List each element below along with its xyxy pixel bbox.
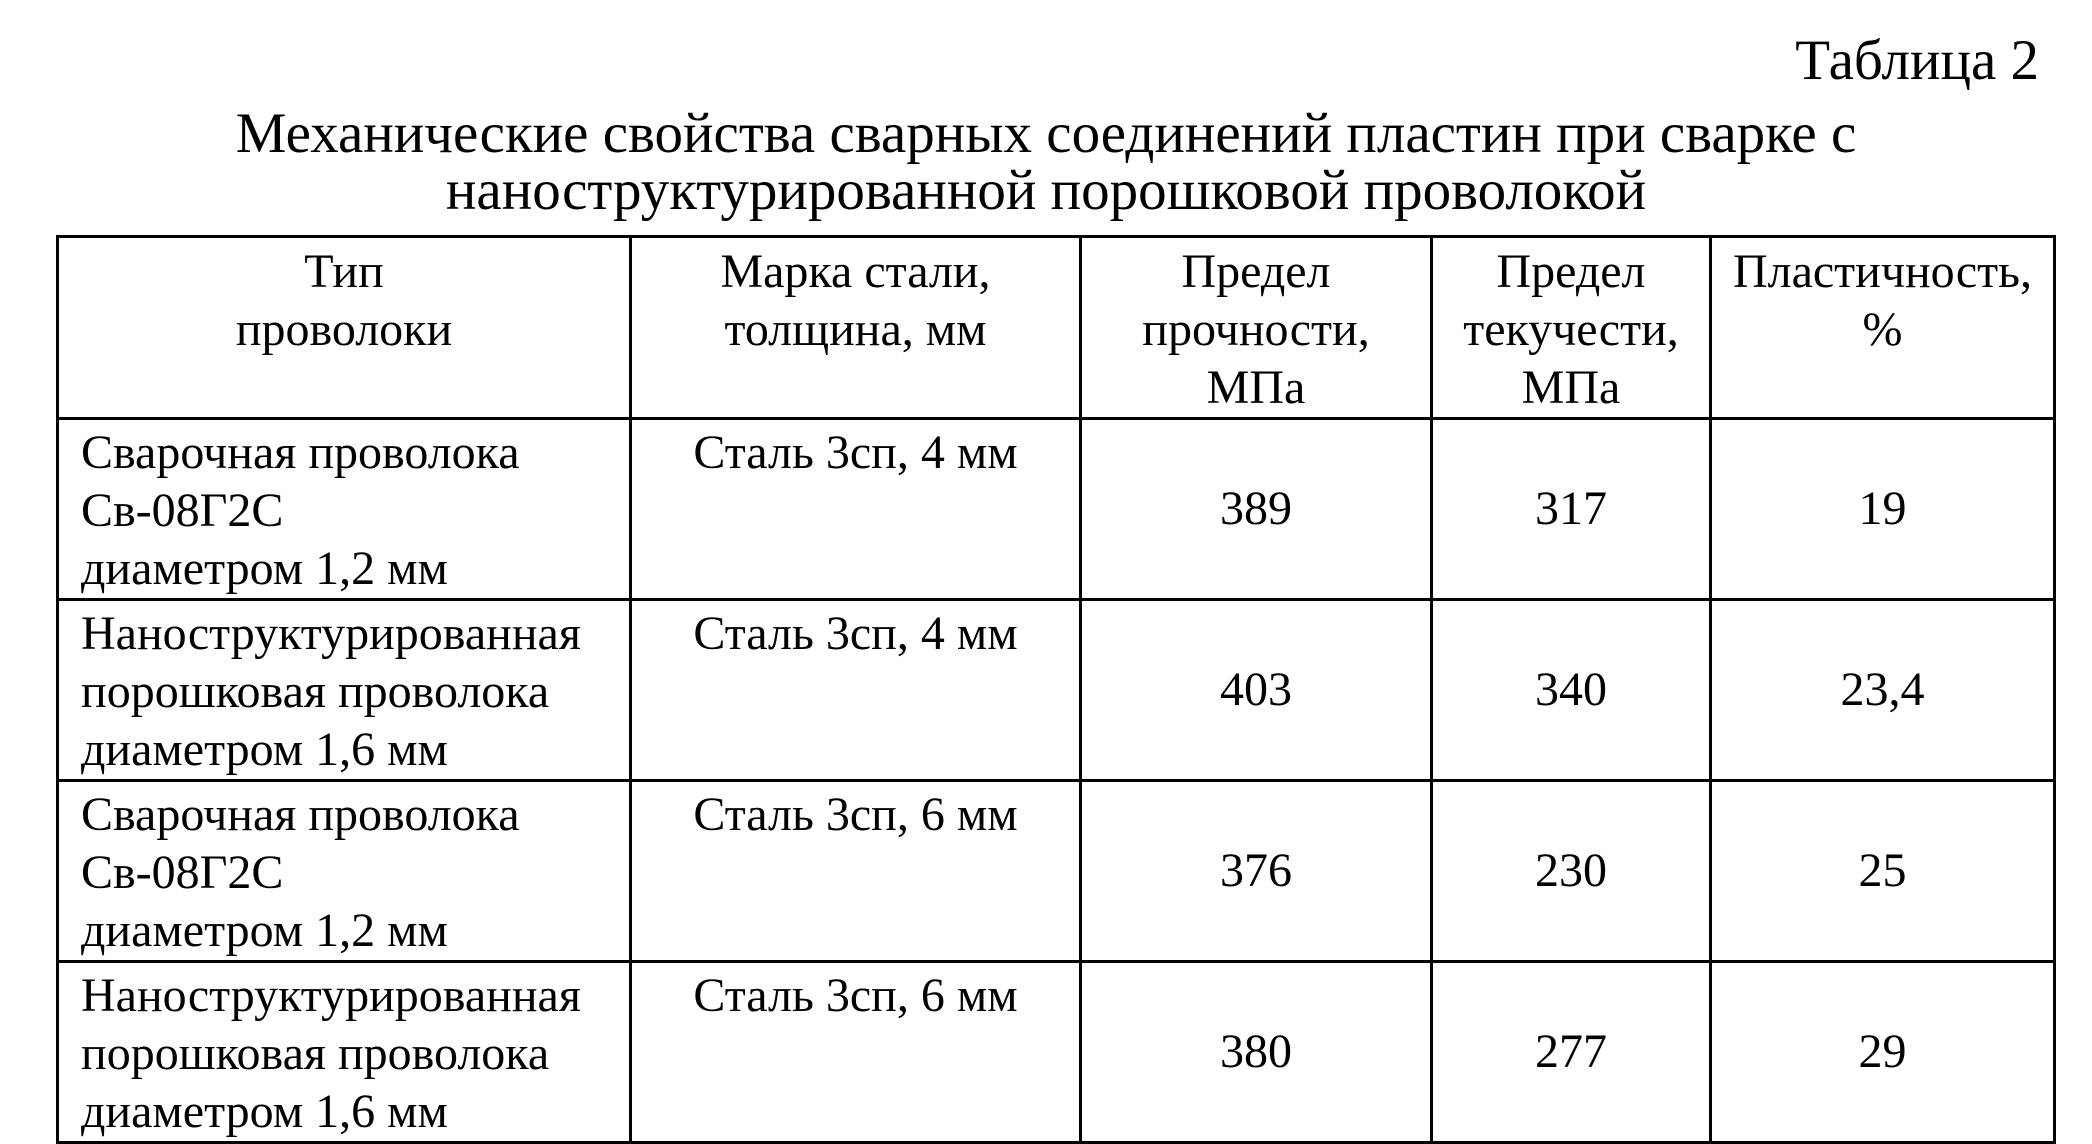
plasticity-cell: 23,4 (1711, 600, 2055, 781)
plasticity-cell: 19 (1711, 419, 2055, 600)
steel-cell: Сталь 3сп, 4 мм (631, 600, 1081, 781)
header-steel-grade: Марка стали, толщина, мм (631, 237, 1081, 419)
strength-cell: 403 (1081, 600, 1432, 781)
steel-cell: Сталь 3сп, 6 мм (631, 962, 1081, 1143)
wire-type-cell: Сварочная проволока Св-08Г2С диаметром 1,2 мм (58, 419, 631, 600)
steel-cell: Сталь 3сп, 4 мм (631, 419, 1081, 600)
plasticity-cell: 25 (1711, 781, 2055, 962)
header-wire-type: Тип проволоки (58, 237, 631, 419)
table-number: Таблица 2 (1795, 29, 2039, 92)
strength-cell: 389 (1081, 419, 1432, 600)
header-plasticity: Пластичность, % (1711, 237, 2055, 419)
table-row (58, 781, 2055, 962)
yield-cell: 340 (1432, 600, 1711, 781)
header-yield-strength: Предел текучести, МПа (1432, 237, 1711, 419)
wire-type-cell: Сварочная проволока Св-08Г2С диаметром 1,2 мм (58, 781, 631, 962)
title-line-1: Механические свойства сварных соединений пластин при сварке с (235, 102, 1857, 165)
header-row (58, 237, 2055, 419)
steel-cell: Сталь 3сп, 6 мм (631, 781, 1081, 962)
table-title (0, 102, 2092, 222)
yield-cell: 230 (1432, 781, 1711, 962)
strength-cell: 376 (1081, 781, 1432, 962)
table-row (58, 600, 2055, 781)
yield-cell: 277 (1432, 962, 1711, 1143)
title-line-2: наноструктурированной порошковой проволокой (445, 159, 1647, 222)
wire-type-cell: Наноструктурированная порошковая проволока диаметром 1,6 мм (58, 600, 631, 781)
plasticity-cell: 29 (1711, 962, 2055, 1143)
wire-type-cell: Наноструктурированная порошковая проволока диаметром 1,6 мм (58, 962, 631, 1143)
header-tensile-strength: Предел прочности, МПа (1081, 237, 1432, 419)
strength-cell: 380 (1081, 962, 1432, 1143)
table-row (58, 419, 2055, 600)
table-row (58, 962, 2055, 1143)
properties-table (56, 235, 2056, 1144)
yield-cell: 317 (1432, 419, 1711, 600)
